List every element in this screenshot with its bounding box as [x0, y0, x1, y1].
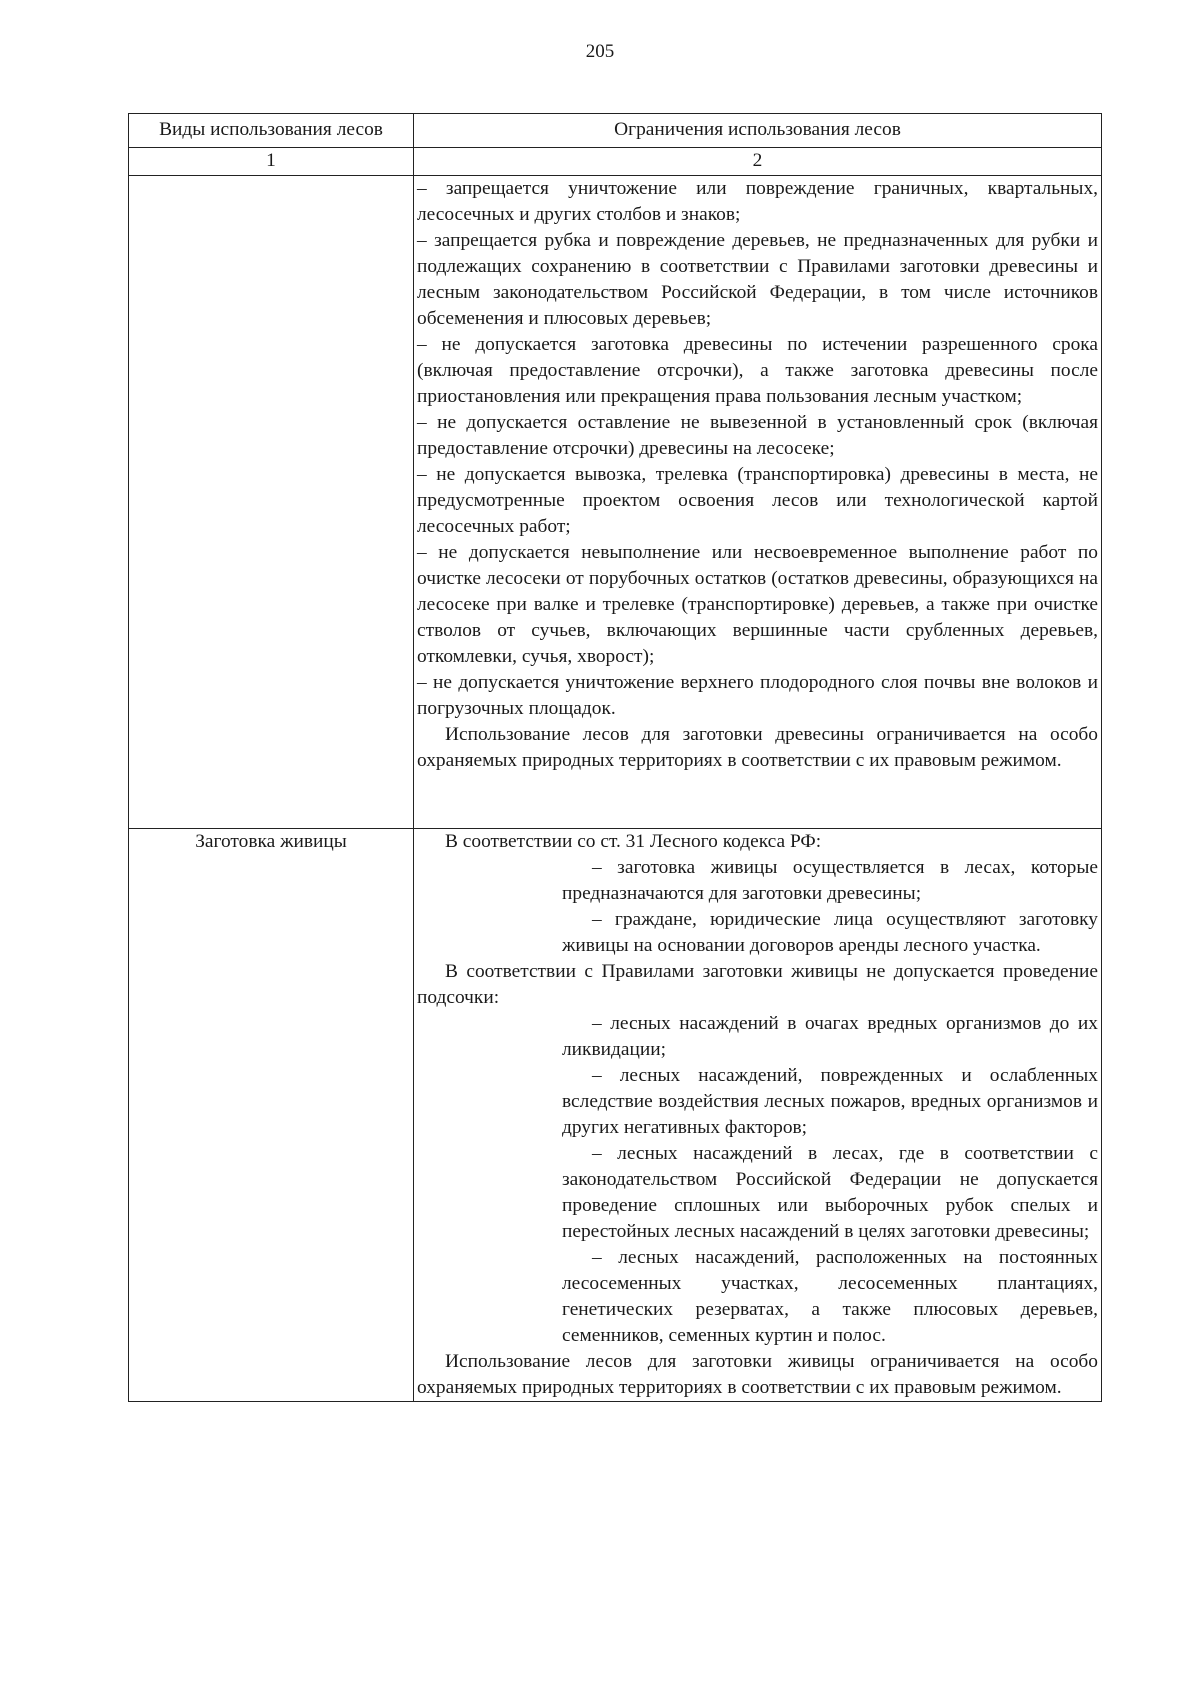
row-label: [129, 176, 414, 829]
list-item: – лесных насаждений в очагах вредных организмов до их ликвидации;: [562, 1013, 1098, 1060]
column-number-row: [129, 148, 1102, 176]
list-item: – граждане, юридические лица осуществляют заготовку живицы на основании договоров аренды лесного участка.: [562, 909, 1098, 956]
list-item: – лесных насаждений, поврежденных и ослабленных вследствие воздействия лесных пожаров, вредных организмов и других негативных факторов;: [562, 1065, 1098, 1138]
intro-paragraph: В соответствии со ст. 31 Лесного кодекса РФ:: [445, 831, 822, 852]
restrictions-cell: [414, 829, 1102, 1402]
table-row: [129, 829, 1102, 1402]
list-item: – не допускается уничтожение верхнего плодородного слоя почвы вне волоков и погрузочных площадок.: [417, 672, 1098, 719]
list-item: – запрещается рубка и повреждение деревьев, не предназначенных для рубки и подлежащих сохранению в соответствии с Правилами заготовки древесины и лесным законодательством Российской Федерации, в том числе источников обсеменения и плюсовых деревьев;: [417, 230, 1098, 329]
list-item: – заготовка живицы осуществляется в лесах, которые предназначаются для заготовки древесины;: [562, 857, 1098, 904]
list-item: – лесных насаждений, расположенных на постоянных лесосеменных участках, лесосеменных плантациях, генетических резерватах, а также плюсовых деревьев, семенников, семенных куртин и полос.: [562, 1247, 1098, 1346]
row-label-resin-harvesting: Заготовка живицы: [129, 829, 414, 1402]
list-item: – лесных насаждений в лесах, где в соответствии с законодательством Российской Федерации не допускается проведение сплошных или выборочных рубок спелых и перестойных лесных насаждений в целях заготовки древесины;: [562, 1143, 1098, 1242]
list-item: – не допускается вывозка, трелевка (транспортировка) древесины в места, не предусмотренные проектом освоения лесов или технологической картой лесосечных работ;: [417, 464, 1098, 537]
list-item: – не допускается оставление не вывезенной в установленный срок (включая предоставление отсрочки) древесины на лесосеке;: [417, 412, 1098, 459]
page-number: 205: [585, 41, 615, 62]
column-number-2: 2: [414, 148, 1102, 176]
header-forest-use-types: Виды использования лесов: [129, 114, 414, 148]
table-row: [129, 176, 1102, 829]
column-number-1: 1: [129, 148, 414, 176]
restrictions-cell: [414, 176, 1102, 829]
table-header-row: [129, 114, 1102, 148]
list-item: – не допускается заготовка древесины по истечении разрешенного срока (включая предоставление отсрочки), а также заготовка древесины после приостановления или прекращения права пользования лесным участком;: [417, 334, 1098, 407]
list-item: – не допускается невыполнение или несвоевременное выполнение работ по очистке лесосеки от порубочных остатков (остатков древесины, образующихся на лесосеке при валке и трелевке (транспортировке) деревьев, а также при очистке стволов от сучьев, включающих вершинные части срубленных деревьев, откомлевки, сучья, хворост);: [417, 542, 1098, 667]
forest-use-restrictions-table: [128, 113, 1102, 1402]
closing-paragraph: Использование лесов для заготовки древесины ограничивается на особо охраняемых природных территориях в соответствии с их правовым режимом.: [417, 724, 1098, 771]
header-forest-use-restrictions: Ограничения использования лесов: [414, 114, 1102, 148]
closing-paragraph: Использование лесов для заготовки живицы ограничивается на особо охраняемых природных территориях в соответствии с их правовым режимом.: [417, 1351, 1098, 1398]
list-item: – запрещается уничтожение или повреждение граничных, квартальных, лесосечных и других столбов и знаков;: [417, 178, 1098, 225]
intro-paragraph: В соответствии с Правилами заготовки живицы не допускается проведение подсочки:: [417, 961, 1098, 1008]
